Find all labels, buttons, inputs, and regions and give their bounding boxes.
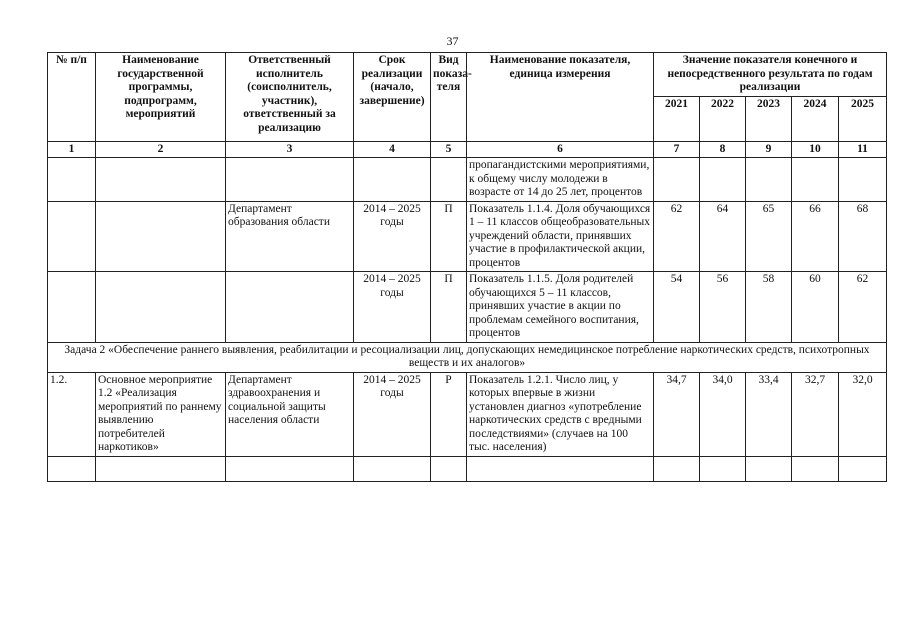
table-row bbox=[48, 456, 887, 481]
cell-num bbox=[48, 158, 96, 202]
table-row bbox=[48, 272, 887, 343]
cell-value bbox=[792, 158, 839, 202]
page-number: 37 bbox=[446, 34, 459, 48]
cell-indicator-type: П bbox=[431, 201, 467, 272]
cell-value: 68 bbox=[839, 201, 887, 272]
cell-value: 56 bbox=[700, 272, 746, 343]
header-values-group: Значение показателя конечного и непосредственного результата по годам реализации bbox=[654, 53, 887, 97]
cell-value: 65 bbox=[746, 201, 792, 272]
cell-executor bbox=[226, 272, 354, 343]
column-number: 7 bbox=[654, 141, 700, 158]
cell-num: 1.2. bbox=[48, 372, 96, 456]
cell-period: 2014 – 2025 годы bbox=[354, 372, 431, 456]
cell-value bbox=[700, 158, 746, 202]
cell-blank bbox=[700, 456, 746, 481]
column-number: 11 bbox=[839, 141, 887, 158]
header-row bbox=[48, 53, 887, 97]
header-year: 2023 bbox=[746, 96, 792, 141]
cell-blank bbox=[96, 456, 226, 481]
column-number: 4 bbox=[354, 141, 431, 158]
table-row bbox=[48, 201, 887, 272]
cell-value bbox=[746, 158, 792, 202]
header-year: 2024 bbox=[792, 96, 839, 141]
cell-executor: Департамент образования области bbox=[226, 201, 354, 272]
cell-value: 60 bbox=[792, 272, 839, 343]
cell-value: 32,0 bbox=[839, 372, 887, 456]
cell-value: 34,0 bbox=[700, 372, 746, 456]
cell-indicator-name: Показатель 1.1.4. Доля обучающихся 1 – 11 классов общеобразовательных учреждений области, принявших участие в профилактической акции, процентов bbox=[467, 201, 654, 272]
cell-num bbox=[48, 201, 96, 272]
cell-value bbox=[839, 158, 887, 202]
cell-value: 54 bbox=[654, 272, 700, 343]
cell-blank bbox=[839, 456, 887, 481]
column-number: 8 bbox=[700, 141, 746, 158]
cell-blank bbox=[467, 456, 654, 481]
column-number: 2 bbox=[96, 141, 226, 158]
cell-indicator-type bbox=[431, 158, 467, 202]
column-number: 3 bbox=[226, 141, 354, 158]
cell-period: 2014 – 2025 годы bbox=[354, 201, 431, 272]
cell-blank bbox=[226, 456, 354, 481]
cell-blank bbox=[431, 456, 467, 481]
header-year: 2021 bbox=[654, 96, 700, 141]
cell-program-name bbox=[96, 272, 226, 343]
cell-blank bbox=[746, 456, 792, 481]
header-num: № п/п bbox=[48, 53, 96, 142]
cell-indicator-name: Показатель 1.2.1. Число лиц, у которых впервые в жизни установлен диагноз «употребление наркотических средств с вредными последствиями» (случаев на 100 тыс. населения) bbox=[467, 372, 654, 456]
cell-value bbox=[654, 158, 700, 202]
cell-period: 2014 – 2025 годы bbox=[354, 272, 431, 343]
cell-program-name: Основное мероприятие 1.2 «Реализация мероприятий по раннему выявлению потребителей наркотиков» bbox=[96, 372, 226, 456]
cell-indicator-name: Показатель 1.1.5. Доля родителей обучающихся 5 – 11 классов, принявших участие в акции по проблемам семейного воспитания, процентов bbox=[467, 272, 654, 343]
column-number: 6 bbox=[467, 141, 654, 158]
cell-value: 32,7 bbox=[792, 372, 839, 456]
column-number: 9 bbox=[746, 141, 792, 158]
cell-blank bbox=[48, 456, 96, 481]
cell-period bbox=[354, 158, 431, 202]
cell-blank bbox=[792, 456, 839, 481]
cell-value: 66 bbox=[792, 201, 839, 272]
column-numbers-row bbox=[48, 141, 887, 158]
cell-blank bbox=[654, 456, 700, 481]
cell-blank bbox=[354, 456, 431, 481]
header-executor: Ответственный исполнитель (соисполнитель, участник), ответственный за реализацию bbox=[226, 53, 354, 142]
cell-value: 33,4 bbox=[746, 372, 792, 456]
column-number: 5 bbox=[431, 141, 467, 158]
cell-indicator-type: Р bbox=[431, 372, 467, 456]
cell-executor bbox=[226, 158, 354, 202]
column-number: 1 bbox=[48, 141, 96, 158]
cell-num bbox=[48, 272, 96, 343]
header-year: 2025 bbox=[839, 96, 887, 141]
task-row bbox=[48, 342, 887, 372]
cell-value: 62 bbox=[654, 201, 700, 272]
task-title: Задача 2 «Обеспечение раннего выявления, реабилитации и ресоциализации лиц, допускающих немедицинское потребление наркотических средств, психотропных веществ и их аналогов» bbox=[48, 342, 887, 372]
header-year: 2022 bbox=[700, 96, 746, 141]
program-table bbox=[47, 52, 887, 482]
table-row bbox=[48, 158, 887, 202]
header-indicator-type: Вид показа-теля bbox=[431, 53, 467, 142]
cell-value: 64 bbox=[700, 201, 746, 272]
cell-executor: Департамент здравоохранения и социальной защиты населения области bbox=[226, 372, 354, 456]
cell-value: 34,7 bbox=[654, 372, 700, 456]
header-indicator-name: Наименование показателя, единица измерения bbox=[467, 53, 654, 142]
cell-program-name bbox=[96, 158, 226, 202]
cell-indicator-type: П bbox=[431, 272, 467, 343]
header-program-name: Наименование государственной программы, подпрограмм, мероприятий bbox=[96, 53, 226, 142]
cell-value: 58 bbox=[746, 272, 792, 343]
table-row bbox=[48, 372, 887, 456]
column-number: 10 bbox=[792, 141, 839, 158]
cell-value: 62 bbox=[839, 272, 887, 343]
header-period: Срок реализации (начало, завершение) bbox=[354, 53, 431, 142]
cell-program-name bbox=[96, 201, 226, 272]
cell-indicator-name: пропагандистскими мероприятиями, к общему числу молодежи в возрасте от 14 до 25 лет, процентов bbox=[467, 158, 654, 202]
